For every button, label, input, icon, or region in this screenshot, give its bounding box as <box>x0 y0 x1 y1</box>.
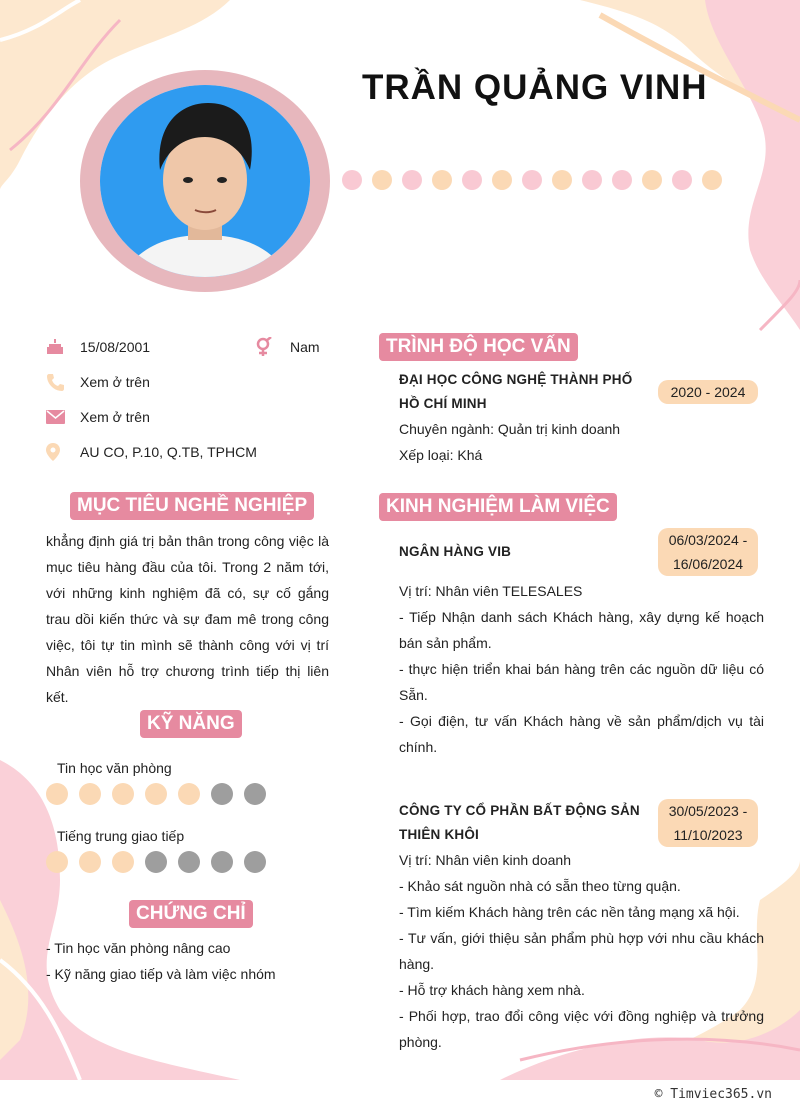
skill-dot-empty <box>178 851 200 873</box>
education-major: Chuyên ngành: Quản trị kinh doanh <box>399 421 621 437</box>
job-duty: - thực hiện triển khai bán hàng trên các nguồn dữ liệu có Sẵn. <box>399 661 764 703</box>
skill-dot-empty <box>244 851 266 873</box>
education-period-badge: 2020 - 2024 <box>658 380 758 404</box>
job-position: Vị trí: Nhân viên kinh doanh <box>399 852 571 868</box>
gender-icon <box>256 337 290 357</box>
job-period-badge: 30/05/2023 - 11/10/2023 <box>658 799 758 847</box>
header-dot <box>642 170 662 190</box>
email-value: Xem ở trên <box>80 409 150 425</box>
certificate-item: - Tin học văn phòng nâng cao <box>46 940 231 956</box>
skill-dot-filled <box>79 783 101 805</box>
skill-rating <box>46 851 346 873</box>
skill-dot-filled <box>145 783 167 805</box>
job-duty: - Tư vấn, giới thiệu sản phẩm phù hợp với nhu cầu khách hàng. <box>399 930 764 972</box>
skill-dot-empty <box>211 783 233 805</box>
skill-dot-filled <box>46 783 68 805</box>
job-company: CÔNG TY CỔ PHẦN BẤT ĐỘNG SẢN THIÊN KHÔI <box>399 803 640 842</box>
certificates-list <box>46 935 346 987</box>
header-dot <box>492 170 512 190</box>
header-dot <box>552 170 572 190</box>
avatar <box>100 85 310 277</box>
certificates-heading: CHỨNG CHỈ <box>129 900 253 928</box>
objective-text: khẳng định giá trị bản thân trong công việc là mục tiêu hàng đầu của tôi. Trong 2 năm tới, với những kinh nghiệm đã có, sự cố gắng trau dồi kiến thức và sự đam mê trong công việc, tôi tự tin mình sẽ thành công với vị trí Nhân viên hỗ trợ chương trình tiếp thị liên kết. <box>46 533 329 705</box>
job-company: NGÂN HÀNG VIB <box>399 544 512 559</box>
skill-rating <box>46 783 346 805</box>
skill-dot-filled <box>46 851 68 873</box>
skill-dot-filled <box>112 783 134 805</box>
candidate-name: TRẦN QUẢNG VINH <box>362 68 708 107</box>
education-grade: Xếp loại: Khá <box>399 447 483 463</box>
email-icon <box>46 410 80 424</box>
header-dot <box>402 170 422 190</box>
avatar-frame <box>80 70 330 292</box>
education-entry <box>399 368 764 468</box>
contact-info <box>46 336 346 463</box>
skills-heading: KỸ NĂNG <box>140 710 242 738</box>
job-duty: - Gọi điện, tư vấn Khách hàng về sản phẩm/dịch vụ tài chính. <box>399 713 764 755</box>
header-dot <box>372 170 392 190</box>
header-dot <box>342 170 362 190</box>
job-duty: - Hỗ trợ khách hàng xem nhà. <box>399 982 585 998</box>
skill-dot-filled <box>79 851 101 873</box>
skill-dot-filled <box>178 783 200 805</box>
phone-icon <box>46 373 80 391</box>
header-dot <box>612 170 632 190</box>
address-value: AU CO, P.10, Q.TB, TPHCM <box>80 444 257 460</box>
job-duty: - Tiếp Nhận danh sách Khách hàng, xây dựng kế hoạch bán sản phẩm. <box>399 609 764 651</box>
job-period-badge: 06/03/2024 - 16/06/2024 <box>658 528 758 576</box>
skill-label: Tiếng trung giao tiếp <box>57 828 185 844</box>
skill-dot-empty <box>211 851 233 873</box>
location-pin-icon <box>46 443 80 461</box>
skill-label: Tin học văn phòng <box>57 760 172 776</box>
header-dot <box>462 170 482 190</box>
education-heading: TRÌNH ĐỘ HỌC VẤN <box>379 333 578 361</box>
header-dot <box>582 170 602 190</box>
profile-photo <box>100 85 310 277</box>
job-entry <box>399 528 764 760</box>
footer <box>0 1080 800 1108</box>
skill-dot-empty <box>145 851 167 873</box>
school-name: ĐẠI HỌC CÔNG NGHỆ THÀNH PHỐ HỒ CHÍ MINH <box>399 372 633 411</box>
skills-list <box>46 755 346 873</box>
footer-watermark: © Timviec365.vn <box>654 1086 772 1102</box>
birthday-value: 15/08/2001 <box>80 339 151 355</box>
phone-value: Xem ở trên <box>80 374 150 390</box>
header-dots <box>342 170 722 190</box>
job-position: Vị trí: Nhân viên TELESALES <box>399 583 583 599</box>
job-entry <box>399 799 764 1055</box>
skill-dot-empty <box>244 783 266 805</box>
header-dot <box>672 170 692 190</box>
header-dot <box>702 170 722 190</box>
header-dot <box>522 170 542 190</box>
job-duty: - Khảo sát nguồn nhà có sẵn theo từng quận. <box>399 878 681 894</box>
certificate-item: - Kỹ năng giao tiếp và làm việc nhóm <box>46 966 276 982</box>
job-duty: - Tìm kiếm Khách hàng trên các nền tảng mạng xã hội. <box>399 904 740 920</box>
gender-value: Nam <box>290 339 320 355</box>
birthday-cake-icon <box>46 339 80 355</box>
objective-heading: MỤC TIÊU NGHỀ NGHIỆP <box>70 492 314 520</box>
job-duty: - Phối hợp, trao đổi công việc với đồng nghiệp và trưởng phòng. <box>399 1008 764 1050</box>
experience-heading: KINH NGHIỆM LÀM VIỆC <box>379 493 617 521</box>
skill-dot-filled <box>112 851 134 873</box>
header-dot <box>432 170 452 190</box>
